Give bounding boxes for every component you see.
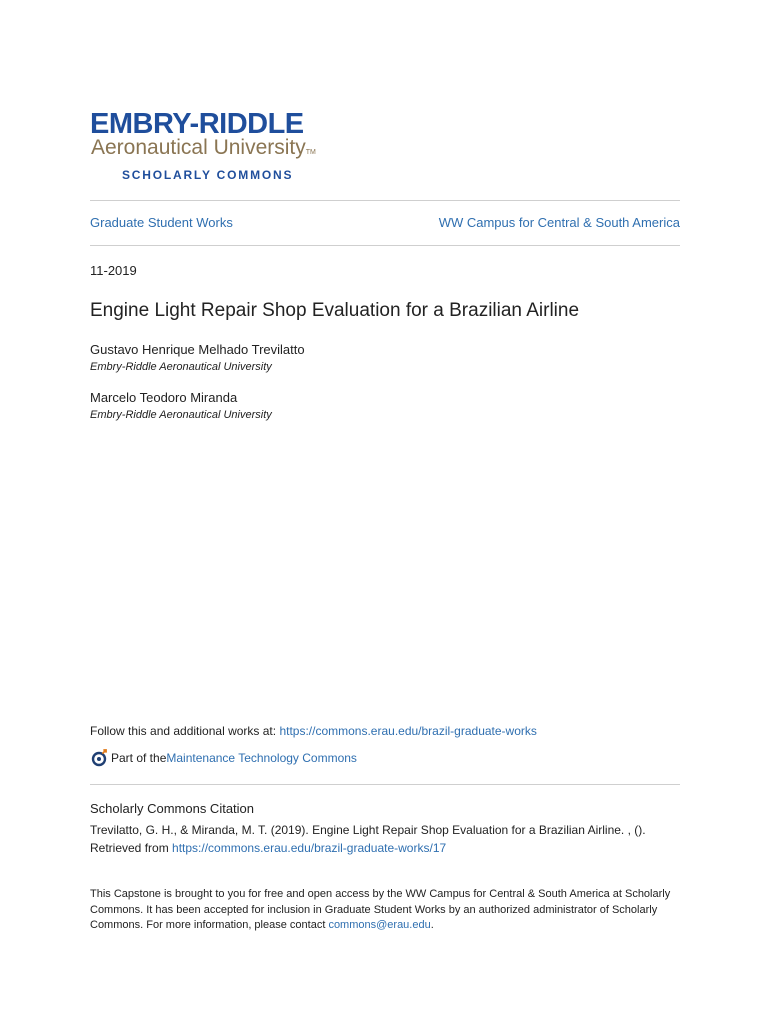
citation-heading: Scholarly Commons Citation: [90, 801, 255, 816]
logo-subtitle-text: Aeronautical University: [91, 136, 306, 159]
contact-email-link[interactable]: commons@erau.edu: [328, 919, 431, 931]
author-affiliation: Embry-Riddle Aeronautical University: [90, 409, 272, 421]
notice-text: This Capstone is brought to you for free and open access by the WW Campus for Central & South America at Scholarly Commons. It has been accepted for inclusion in Graduate Student Works by an authorized administrator of Scholarly Commons. For more information, please contact: [90, 888, 671, 931]
citation-body: [90, 821, 690, 857]
logo-wordmark: EMBRY-RIDDLE: [90, 108, 304, 140]
breadcrumb-collection-link[interactable]: Graduate Student Works: [90, 215, 233, 230]
breadcrumb-campus-link[interactable]: WW Campus for Central & South America: [438, 215, 680, 230]
follow-prefix: Follow this and additional works at:: [90, 724, 280, 738]
citation-url-link[interactable]: https://commons.erau.edu/brazil-graduate-works/17: [172, 841, 447, 855]
citation-divider: [90, 784, 680, 785]
logo-subtitle: [91, 136, 316, 160]
author-affiliation: Embry-Riddle Aeronautical University: [90, 361, 272, 373]
discipline-link[interactable]: Maintenance Technology Commons: [166, 751, 357, 765]
logo-tagline: SCHOLARLY COMMONS: [122, 168, 294, 182]
author-name: Gustavo Henrique Melhado Trevilatto: [90, 342, 305, 357]
citation-retrieved-prefix: Retrieved from: [90, 841, 173, 855]
part-of-line: [90, 749, 357, 767]
access-notice: [90, 887, 690, 934]
notice-suffix: .: [430, 919, 434, 931]
part-of-prefix: Part of the: [111, 751, 167, 765]
collection-url-link[interactable]: https://commons.erau.edu/brazil-graduate-works: [279, 724, 537, 738]
follow-line: [90, 724, 537, 738]
author-name: Marcelo Teodoro Miranda: [90, 390, 238, 405]
open-access-icon: [90, 749, 108, 767]
breadcrumb-divider: [90, 245, 680, 246]
citation-text: Trevilatto, G. H., & Miranda, M. T. (2019). Engine Light Repair Shop Evaluation for a Brazilian Airline. , ().: [90, 823, 646, 837]
publication-date: 11-2019: [90, 263, 137, 278]
top-divider: [90, 200, 680, 201]
page-title: Engine Light Repair Shop Evaluation for a Brazilian Airline: [90, 300, 580, 321]
logo-trademark: TM: [305, 149, 316, 156]
